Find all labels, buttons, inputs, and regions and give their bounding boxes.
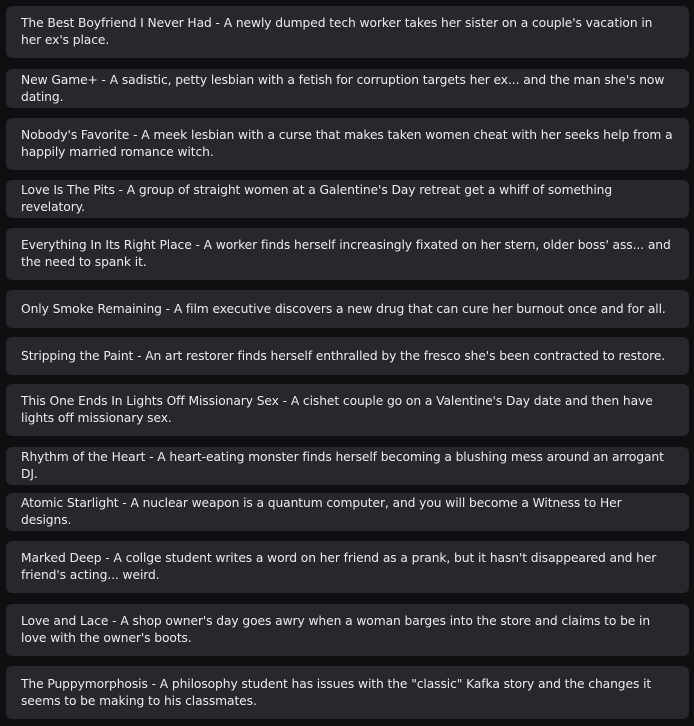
story-title: Stripping the Paint [21,348,134,363]
story-summary: A shop owner's day goes awry when a woman barges into the store and claims to be in love with the owner's boots. [21,614,651,645]
story-title: The Puppymorphosis [21,676,148,691]
story-card-love-is-the-pits[interactable] [6,180,689,218]
story-card-only-smoke-remaining[interactable] [6,290,689,328]
story-text: Everything In Its Right Place - A worker finds herself increasingly fixated on her stern, older boss' ass... and the need to spank it. [21,238,671,269]
story-card-best-boyfriend[interactable] [6,6,689,58]
story-card-rhythm-of-the-heart[interactable] [6,447,689,485]
story-text: Marked Deep - A collge student writes a word on her friend as a prank, but it hasn't disappeared and her friend's acting... weird. [21,551,657,582]
story-text: Love and Lace - A shop owner's day goes awry when a woman barges into the store and claims to be in love with the owner's boots. [21,614,651,645]
story-summary: A cishet couple go on a Valentine's Day date and then have lights off missionary sex. [21,394,653,425]
story-text: New Game+ - A sadistic, petty lesbian with a fetish for corruption targets her ex... and the man she's now dating. [21,72,665,104]
story-summary: A film executive discovers a new drug that can cure her burnout once and for all. [173,301,666,316]
story-text: Nobody's Favorite - A meek lesbian with a curse that makes taken women cheat with her seeks help from a happily married romance witch. [21,128,673,159]
story-card-the-puppymorphosis[interactable] [6,666,689,719]
story-card-this-one-ends[interactable] [6,384,689,436]
story-summary: A meek lesbian with a curse that makes taken women cheat with her seeks help from a happily married romance witch. [21,128,673,159]
story-summary: A philosophy student has issues with the "classic" Kafka story and the changes it seems to be making to his classmates. [21,676,652,708]
story-text: Only Smoke Remaining - A film executive discovers a new drug that can cure her burnout once and for all. [21,301,666,316]
story-title: This One Ends In Lights Off Missionary Sex [21,394,279,408]
story-title: Nobody's Favorite [21,128,130,142]
story-text: The Puppymorphosis - A philosophy student has issues with the "classic" Kafka story and the changes it seems to be making to his classmates. [21,676,652,708]
story-title: New Game+ [21,72,98,87]
story-title: The Best Boyfriend I Never Had [21,16,212,30]
story-card-new-game-plus[interactable] [6,69,689,108]
story-card-nobodys-favorite[interactable] [6,118,689,170]
story-summary: A collge student writes a word on her friend as a prank, but it hasn't disappeared and her friend's acting... weird. [21,551,657,582]
story-summary: A worker finds herself increasingly fixated on her stern, older boss' ass... and the need to spank it. [21,238,671,269]
story-card-everything-in-its-right-place[interactable] [6,228,689,280]
story-card-marked-deep[interactable] [6,541,689,593]
story-summary: A heart-eating monster finds herself becoming a blushing mess around an arrogant DJ. [21,450,664,481]
story-title: Atomic Starlight [21,496,119,510]
story-text: This One Ends In Lights Off Missionary Sex - A cishet couple go on a Valentine's Day date and then have lights off missionary sex. [21,394,653,425]
story-card-stripping-the-paint[interactable] [6,337,689,375]
story-summary: A newly dumped tech worker takes her sister on a couple's vacation in her ex's place. [21,16,653,47]
story-title: Only Smoke Remaining [21,301,162,316]
story-summary: A group of straight women at a Galentine's Day retreat get a whiff of something revelatory. [21,183,613,214]
story-title: Rhythm of the Heart [21,450,146,464]
story-summary: A nuclear weapon is a quantum computer, and you will become a Witness to Her designs. [21,496,622,527]
story-card-atomic-starlight[interactable] [6,493,689,531]
story-summary: An art restorer finds herself enthralled by the fresco she's been contracted to restore. [145,348,666,363]
story-title: Love Is The Pits [21,183,115,197]
story-text: Love Is The Pits - A group of straight women at a Galentine's Day retreat get a whiff of something revelatory. [21,183,613,214]
story-text: Atomic Starlight - A nuclear weapon is a quantum computer, and you will become a Witness to Her designs. [21,496,622,527]
story-title: Marked Deep [21,551,102,565]
story-title: Everything In Its Right Place [21,238,192,252]
story-card-love-and-lace[interactable] [6,604,689,656]
story-title: Love and Lace [21,614,109,628]
story-text: The Best Boyfriend I Never Had - A newly dumped tech worker takes her sister on a couple's vacation in her ex's place. [21,16,653,47]
story-summary: A sadistic, petty lesbian with a fetish for corruption targets her ex... and the man she's now dating. [21,72,665,104]
story-text: Stripping the Paint - An art restorer finds herself enthralled by the fresco she's been contracted to restore. [21,348,666,363]
story-text: Rhythm of the Heart - A heart-eating monster finds herself becoming a blushing mess around an arrogant DJ. [21,450,664,481]
